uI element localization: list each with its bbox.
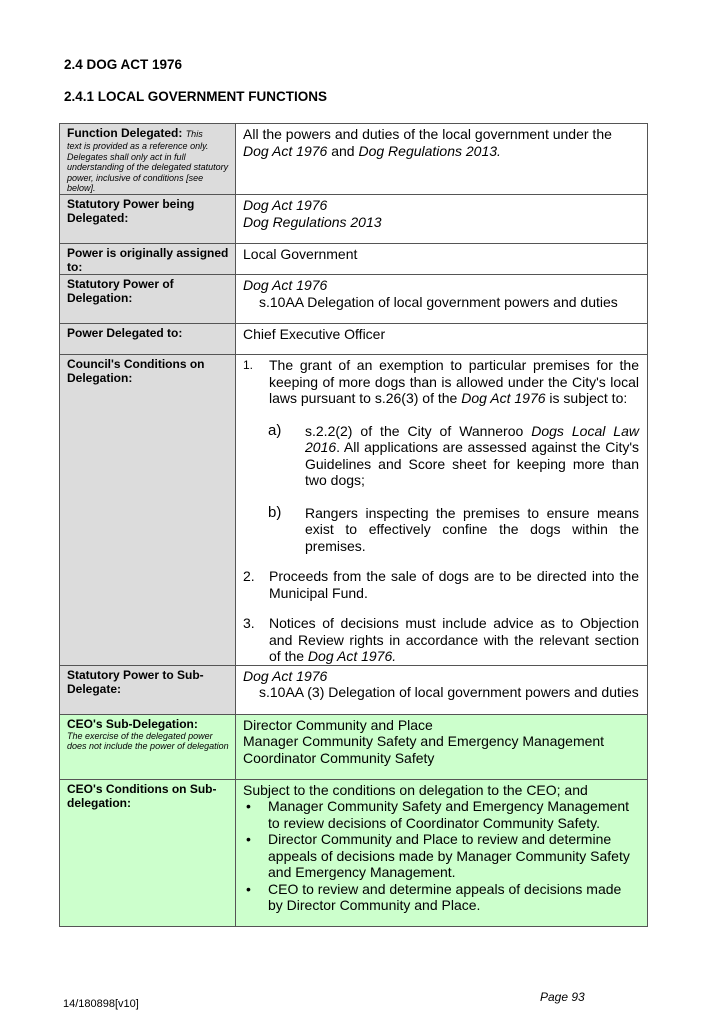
ceo-condition-2 bbox=[243, 831, 639, 881]
statutory-power-value bbox=[236, 195, 648, 244]
page-number: Page 93 bbox=[540, 990, 585, 1004]
subsection-heading: 2.4.1 LOCAL GOVERNMENT FUNCTIONS bbox=[64, 89, 328, 104]
ceo-subdelegation-note: The exercise of the delegated power does not include the power of delegation bbox=[67, 730, 229, 751]
ceo-conditions-value bbox=[236, 779, 648, 926]
statutory-subdelegate-value bbox=[236, 665, 648, 714]
function-delegated-value bbox=[236, 124, 648, 195]
row-council-conditions bbox=[60, 355, 648, 666]
ceo-subdelegate-2: Manager Community Safety and Emergency Management bbox=[243, 733, 605, 749]
condition-3-end: . bbox=[392, 648, 397, 664]
condition-1b-letter: b) bbox=[268, 503, 282, 521]
power-delegated-to-value: Chief Executive Officer bbox=[236, 324, 648, 355]
condition-1a-local-law: Dogs Local Law 2016 bbox=[305, 422, 639, 455]
statutory-subdelegate-line1: Dog Act 1976 bbox=[243, 667, 328, 684]
row-power-assigned bbox=[60, 244, 648, 275]
ceo-condition-1-text: Manager Community Safety and Emergency Management to review decisions of Coordinator Community Safety. bbox=[268, 798, 630, 831]
condition-1a bbox=[243, 423, 639, 489]
statutory-power-line1: Dog Act 1976 bbox=[243, 197, 328, 213]
row-ceo-subdelegation bbox=[60, 714, 648, 779]
regulations-name: Dog Regulations 2013 bbox=[358, 142, 498, 159]
bullet-icon: • bbox=[246, 831, 251, 847]
condition-1-act: Dog Act 1976 bbox=[461, 390, 546, 406]
statutory-power-label: Statutory Power being Delegated: bbox=[60, 195, 236, 244]
condition-2-number: 2. bbox=[243, 568, 255, 584]
document-reference: 14/180898[v10] bbox=[63, 998, 139, 1010]
condition-1a-letter: a) bbox=[268, 421, 282, 439]
ceo-condition-3 bbox=[243, 881, 639, 914]
bullet-icon: • bbox=[246, 798, 251, 814]
statutory-delegation-line1: Dog Act 1976 bbox=[243, 277, 328, 293]
ceo-condition-1 bbox=[243, 798, 639, 831]
statutory-delegation-line2: s.10AA Delegation of local government powers and duties bbox=[259, 293, 618, 310]
ceo-subdelegation-label: CEO's Sub-Delegation: bbox=[67, 716, 198, 731]
power-delegated-to-label: Power Delegated to: bbox=[60, 324, 236, 355]
condition-1b bbox=[243, 505, 639, 555]
act-name: Dog Act 1976 bbox=[243, 142, 328, 159]
function-delegated-label-cell bbox=[60, 124, 236, 195]
statutory-subdelegate-line2: s.10AA (3) Delegation of local government powers and duties bbox=[259, 684, 639, 700]
condition-3 bbox=[243, 615, 639, 665]
ceo-condition-3-text: CEO to review and determine appeals of decisions made by Director Community and Place. bbox=[268, 880, 622, 913]
statutory-power-line2: Dog Regulations 2013 bbox=[243, 213, 382, 230]
ceo-subdelegate-1: Director Community and Place bbox=[243, 716, 433, 733]
condition-3-number: 3. bbox=[243, 615, 255, 631]
condition-1 bbox=[243, 357, 639, 407]
row-function-delegated bbox=[60, 124, 648, 195]
ceo-subdelegation-label-cell bbox=[60, 714, 236, 779]
function-delegated-note: text is provided as a reference only. Delegates shall only act in full understanding of the delegated statutory power, inclusive of conditions [see below]. bbox=[67, 141, 229, 193]
function-delegated-note-start: This bbox=[185, 129, 203, 139]
condition-1a-end: . All applications are assessed against the City's Guidelines and Score sheet for keeping more than two dogs; bbox=[305, 439, 639, 488]
condition-1b-text: Rangers inspecting the premises to ensure means exist to effectively confine the dogs within the premises. bbox=[305, 504, 639, 554]
function-delegated-text: All the powers and duties of the local government under the bbox=[243, 126, 612, 142]
function-delegated-label: Function Delegated: bbox=[67, 126, 183, 140]
condition-1-number: 1. bbox=[243, 358, 254, 372]
ceo-conditions-label: CEO's Conditions on Sub-delegation: bbox=[60, 779, 236, 926]
condition-3-act: Dog Act 1976 bbox=[307, 648, 393, 664]
ceo-subdelegation-value bbox=[236, 714, 648, 779]
condition-2-text: Proceeds from the sale of dogs are to be directed into the Municipal Fund. bbox=[269, 568, 639, 601]
row-ceo-conditions bbox=[60, 779, 648, 926]
section-heading: 2.4 DOG ACT 1976 bbox=[64, 57, 183, 72]
row-power-delegated-to bbox=[60, 324, 648, 355]
council-conditions-value bbox=[236, 355, 648, 666]
function-delegated-period: . bbox=[497, 142, 501, 159]
council-conditions-label: Council's Conditions on Delegation: bbox=[60, 355, 236, 666]
condition-2 bbox=[243, 568, 639, 601]
statutory-delegation-label: Statutory Power of Delegation: bbox=[60, 275, 236, 324]
row-statutory-subdelegate bbox=[60, 665, 648, 714]
function-delegated-and: and bbox=[327, 142, 359, 159]
ceo-condition-2-text: Director Community and Place to review and determine appeals of decisions made by Manager Community Safety and Emergency Management. bbox=[268, 831, 630, 880]
statutory-delegation-value bbox=[236, 275, 648, 324]
bullet-icon: • bbox=[246, 880, 251, 897]
ceo-subdelegate-3: Coordinator Community Safety bbox=[243, 749, 435, 766]
condition-1a-text: s.2.2(2) of the City of Wanneroo bbox=[305, 422, 532, 439]
power-assigned-label: Power is originally assigned to: bbox=[60, 244, 236, 275]
statutory-subdelegate-label: Statutory Power to Sub-Delegate: bbox=[60, 665, 236, 714]
row-statutory-delegation bbox=[60, 275, 648, 324]
condition-1-end: is subject to: bbox=[545, 390, 628, 406]
condition-3-text: Notices of decisions must include advice as to Objection and Review rights in accordance with the relevant section of the bbox=[269, 615, 639, 664]
row-statutory-power bbox=[60, 195, 648, 244]
delegation-table bbox=[59, 123, 648, 927]
condition-1-text: The grant of an exemption to particular premises for the keeping of more dogs than is allowed under the City's local laws pursuant to s.26(3) of the bbox=[269, 357, 639, 406]
power-assigned-value: Local Government bbox=[236, 244, 648, 275]
ceo-conditions-intro: Subject to the conditions on delegation to the CEO; and bbox=[243, 781, 588, 798]
